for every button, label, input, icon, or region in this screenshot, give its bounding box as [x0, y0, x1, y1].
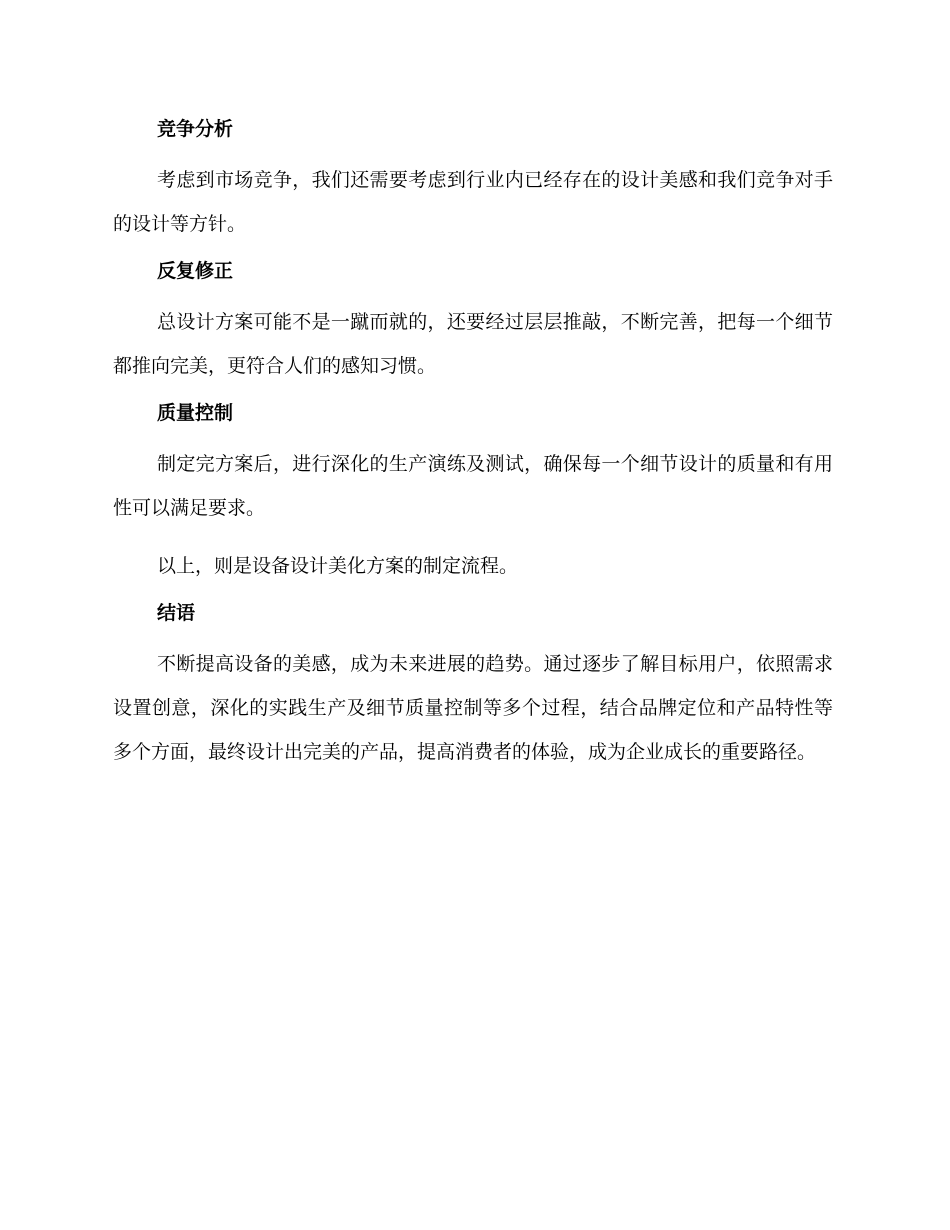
section-paragraph-quality: 制定完方案后，进行深化的生产演练及测试，确保每一个细节设计的质量和有用性可以满足要求。 — [113, 453, 833, 519]
section-paragraph-competition: 考虑到市场竞争，我们还需要考虑到行业内已经存在的设计美感和我们竞争对手的设计等方针。 — [113, 169, 833, 235]
summary-paragraph: 以上，则是设备设计美化方案的制定流程。 — [157, 555, 519, 577]
section-heading-competition: 竞争分析 — [157, 118, 234, 140]
section-heading-revision: 反复修正 — [157, 260, 234, 282]
conclusion-heading: 结语 — [157, 602, 196, 624]
section-heading-quality: 质量控制 — [157, 402, 234, 424]
section-paragraph-revision: 总设计方案可能不是一蹴而就的，还要经过层层推敲，不断完善，把每一个细节都推向完美，更符合人们的感知习惯。 — [113, 311, 833, 377]
document-page — [113, 112, 833, 774]
conclusion-paragraph: 不断提高设备的美感，成为未来进展的趋势。通过逐步了解目标用户，依照需求设置创意，深化的实践生产及细节质量控制等多个过程，结合品牌定位和产品特性等多个方面，最终设计出完美的产品，提高消费者的体验，成为企业成长的重要路径。 — [113, 653, 833, 763]
